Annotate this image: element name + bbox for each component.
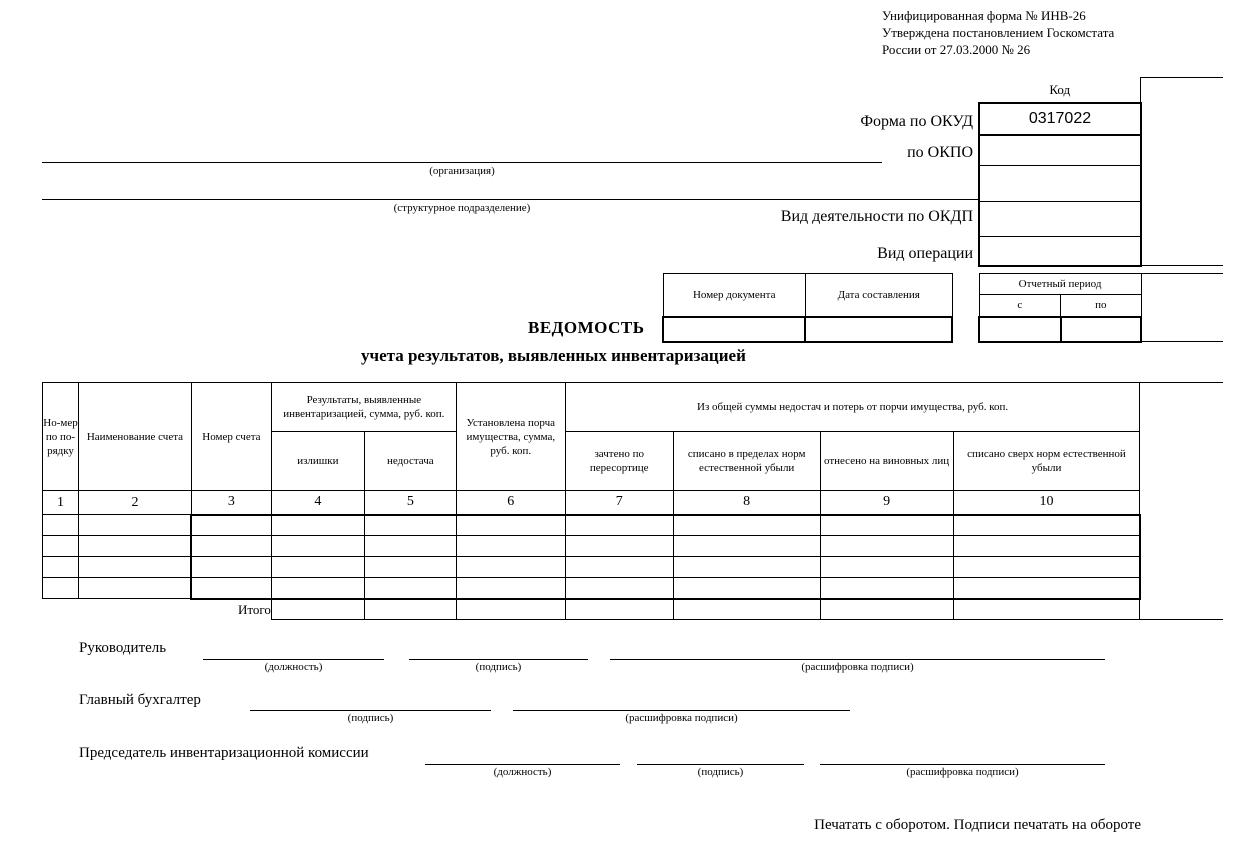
table-cell[interactable] (43, 578, 79, 599)
position-caption: (должность) (264, 661, 323, 673)
decoding-caption: (расшифровка подписи) (801, 661, 914, 673)
col-number: 3 (191, 491, 271, 515)
total-cell[interactable] (953, 599, 1140, 620)
chief-accountant-label: Главный бухгалтер (79, 692, 201, 708)
col-number: 1 (43, 491, 79, 515)
table-cell[interactable] (565, 578, 673, 599)
operation-label: Вид операции (877, 245, 973, 262)
head-decoding-line[interactable] (610, 659, 1105, 660)
form-header-line2: Утверждена постановлением Госкомстата (882, 25, 1115, 40)
col-number: 5 (364, 491, 456, 515)
total-cell[interactable] (673, 599, 820, 620)
table-cell[interactable] (191, 578, 271, 599)
table-cell[interactable] (953, 557, 1140, 578)
table-cell[interactable] (953, 536, 1140, 557)
total-cell[interactable] (565, 599, 673, 620)
total-cell[interactable] (820, 599, 953, 620)
table-cell[interactable] (673, 515, 820, 536)
col-group-shortage-header: Из общей суммы недостач и потерь от порчи имущества, руб. коп. (565, 383, 1140, 432)
table-cell[interactable] (673, 536, 820, 557)
table-cell[interactable] (43, 557, 79, 578)
operation-code-field[interactable] (979, 237, 1141, 266)
table-cell[interactable] (78, 557, 191, 578)
col-group-results-header: Результаты, выявленные инвентаризацией, сумма, руб. коп. (271, 383, 456, 432)
table-cell[interactable] (364, 557, 456, 578)
col-surplus-header: излишки (271, 432, 364, 491)
table-cell[interactable] (364, 536, 456, 557)
col-within-norms-header: списано в пределах норм естественной убыли (673, 432, 820, 491)
total-row (43, 599, 1224, 620)
doc-date-field[interactable] (805, 317, 952, 342)
organization-line[interactable] (42, 162, 882, 163)
table-cell[interactable] (820, 578, 953, 599)
table-cell[interactable] (271, 515, 364, 536)
subdivision-caption: (структурное подразделение) (393, 202, 531, 214)
okdp-label: Вид деятельности по ОКДП (780, 208, 973, 225)
subdivision-line[interactable] (42, 199, 978, 200)
table-cell[interactable] (565, 536, 673, 557)
accountant-signature-line[interactable] (250, 710, 491, 711)
col-row-number-header: Но-мер по по-рядку (43, 383, 79, 491)
okpo-label: по ОКПО (907, 144, 973, 161)
table-cell[interactable] (191, 536, 271, 557)
table-cell[interactable] (565, 515, 673, 536)
signature-caption: (подпись) (475, 661, 522, 673)
table-cell[interactable] (820, 536, 953, 557)
form-header (882, 7, 1114, 58)
okdp-code-field[interactable] (979, 202, 1141, 237)
total-cell[interactable] (271, 599, 364, 620)
head-signature-line[interactable] (409, 659, 588, 660)
doc-number-header: Номер документа (663, 274, 805, 317)
doc-date-header: Дата составления (805, 274, 952, 317)
table-cell[interactable] (953, 578, 1140, 599)
decoding-caption: (расшифровка подписи) (625, 712, 738, 724)
table-cell[interactable] (456, 536, 565, 557)
total-label: Итого (237, 601, 271, 617)
table-cell[interactable] (191, 557, 271, 578)
chairman-position-line[interactable] (425, 764, 620, 765)
position-caption: (должность) (493, 766, 552, 778)
col-number: 7 (565, 491, 673, 515)
table-cell[interactable] (456, 578, 565, 599)
accountant-decoding-line[interactable] (513, 710, 850, 711)
table-cell[interactable] (456, 557, 565, 578)
decoding-caption: (расшифровка подписи) (906, 766, 1019, 778)
organization-caption: (организация) (429, 165, 495, 177)
col-number: 2 (78, 491, 191, 515)
table-cell[interactable] (364, 515, 456, 536)
col-over-norms-header: списано сверх норм естественной убыли (953, 432, 1140, 491)
col-number: 6 (456, 491, 565, 515)
form-header-line3: России от 27.03.2000 № 26 (882, 42, 1031, 57)
head-position-line[interactable] (203, 659, 384, 660)
table-row (43, 536, 1224, 557)
chairman-label: Председатель инвентаризационной комиссии (79, 745, 369, 761)
results-table (42, 382, 1223, 620)
period-table (978, 273, 1223, 343)
codes-table (978, 77, 1223, 267)
table-cell[interactable] (191, 515, 271, 536)
table-cell[interactable] (271, 557, 364, 578)
table-cell[interactable] (953, 515, 1140, 536)
period-to-field[interactable] (1061, 317, 1142, 342)
document-title: ВЕДОМОСТЬ (528, 318, 645, 337)
table-cell[interactable] (820, 515, 953, 536)
table-cell[interactable] (78, 515, 191, 536)
table-cell[interactable] (565, 557, 673, 578)
period-to-header: по (1061, 295, 1142, 317)
table-cell[interactable] (271, 536, 364, 557)
col-shortage-header: недостача (364, 432, 456, 491)
col-number: 4 (271, 491, 364, 515)
codes-title: Код (979, 78, 1141, 103)
period-from-header: с (979, 295, 1061, 317)
head-label: Руководитель (79, 640, 167, 656)
okud-label: Форма по ОКУД (860, 113, 973, 130)
print-note: Печатать с оборотом. Подписи печатать на обороте (814, 817, 1141, 833)
col-account-name-header: Наименование счета (78, 383, 191, 491)
col-number: 10 (953, 491, 1140, 515)
total-cell[interactable] (364, 599, 456, 620)
extra-code-field[interactable] (979, 166, 1141, 202)
col-guilty-header: отнесено на виновных лиц (820, 432, 953, 491)
table-cell[interactable] (271, 578, 364, 599)
col-account-number-header: Номер счета (191, 383, 271, 491)
signature-caption: (подпись) (697, 766, 744, 778)
table-cell[interactable] (673, 557, 820, 578)
col-regrading-header: зачтено по пересортице (565, 432, 673, 491)
signature-caption: (подпись) (347, 712, 394, 724)
col-damage-header: Установлена порча имущества, сумма, руб. коп. (456, 383, 565, 491)
period-header: Отчетный период (979, 274, 1141, 295)
table-cell[interactable] (820, 557, 953, 578)
period-from-field[interactable] (979, 317, 1061, 342)
table-row (43, 578, 1224, 599)
table-cell[interactable] (364, 578, 456, 599)
col-number: 8 (673, 491, 820, 515)
okpo-code-field[interactable] (979, 135, 1141, 166)
table-cell[interactable] (43, 536, 79, 557)
total-cell[interactable] (456, 599, 565, 620)
doc-number-table (662, 273, 953, 343)
table-cell[interactable] (78, 536, 191, 557)
table-cell[interactable] (673, 578, 820, 599)
document-subtitle: учета результатов, выявленных инвентаризацией (361, 346, 746, 365)
chairman-signature-line[interactable] (637, 764, 804, 765)
table-cell[interactable] (43, 515, 79, 536)
okud-code-field[interactable]: 0317022 (979, 103, 1141, 135)
chairman-decoding-line[interactable] (820, 764, 1105, 765)
table-row (43, 557, 1224, 578)
table-cell[interactable] (78, 578, 191, 599)
col-number: 9 (820, 491, 953, 515)
doc-number-field[interactable] (663, 317, 805, 342)
form-header-line1: Унифицированная форма № ИНВ-26 (882, 8, 1086, 23)
table-cell[interactable] (456, 515, 565, 536)
table-row (43, 515, 1224, 536)
